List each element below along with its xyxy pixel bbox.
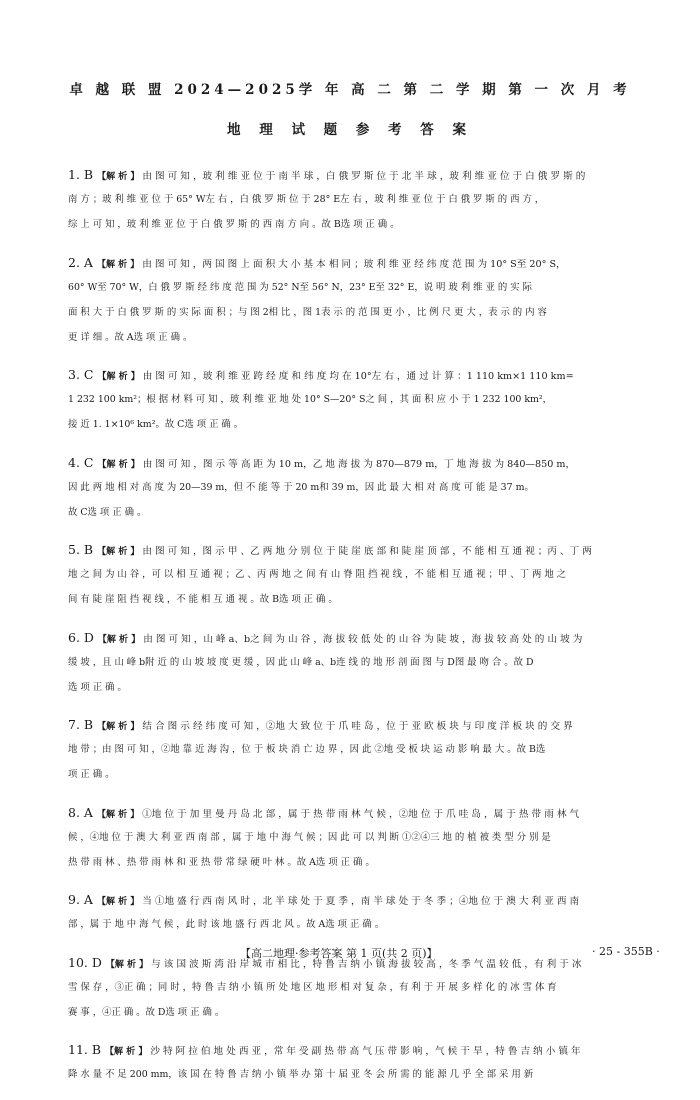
- answer-line: [68, 650, 666, 675]
- answer-text: 间 有 陡 崖 阻 挡 视 线 ，不 能 相 互 通 视 。故 B选 项 正 确 。: [68, 594, 338, 605]
- question-number: 7. B: [68, 717, 94, 732]
- answer-text: 热 带 雨 林 、热 带 雨 林 和 亚 热 带 常 绿 硬 叶 林 。故 A选 项 正 确 。: [68, 856, 375, 868]
- answer-text: 结 合 图 示 经 纬 度 可 知 ，②地 大 致 位 于 爪 哇 岛 ，位 于 亚 欧 板 块 与 印 度 洋 板 块 的 交 界: [142, 721, 573, 732]
- question-number: 4. C: [68, 454, 94, 470]
- answer-text: 更 详 细 。故 A选 项 正 确 。: [68, 331, 193, 343]
- analysis-tag: 【解 析 】: [105, 959, 149, 970]
- question-number: 1. B: [68, 167, 94, 182]
- answer-item: [68, 712, 666, 787]
- answer-line: [68, 887, 666, 912]
- question-number: 6. D: [68, 629, 94, 645]
- answer-line: [68, 212, 666, 237]
- answer-line: [68, 762, 666, 787]
- answer-line: [68, 825, 666, 850]
- answer-text: 候 ，④地 位 于 澳 大 利 亚 西 南 部 ，属 于 地 中 海 气 候 ；因 此 可 以 判 断 ①②④三 地 的 植 被 类 型 分 别 是: [68, 831, 551, 843]
- answer-line: [68, 1062, 666, 1087]
- answer-line: [68, 275, 666, 300]
- analysis-tag: 【解 析 】: [97, 459, 140, 470]
- answer-line: [68, 850, 666, 875]
- answer-line: [68, 500, 666, 525]
- answer-text: 南 方 ；玻 利 维 亚 位 于 65° W左 右 ，白 俄 罗 斯 位 于 28° E左 右 ，玻 利 维 亚 位 于 白 俄 罗 斯 的 西 方 ，: [68, 194, 545, 205]
- analysis-tag: 【解 析 】: [97, 172, 140, 182]
- answer-text: 1 232 100 km²；根 据 材 料 可 知 ，玻 利 维 亚 地 处 10° S—20° S之 间 ，其 面 积 应 小 于 1 232 100 km²，: [68, 394, 553, 405]
- answer-item: [68, 162, 666, 237]
- answer-line: [68, 800, 666, 825]
- answer-item: [68, 362, 666, 437]
- answer-line: [68, 737, 666, 762]
- answer-line: [68, 625, 666, 650]
- answer-text: 由 图 可 知 ，图 示 甲 、乙 两 地 分 别 位 于 陡 崖 底 部 和 陡 崖 顶 部 ，不 能 相 互 通 视 ；丙 、丁 两: [142, 546, 592, 557]
- answer-text: 因 此 两 地 相 对 高 度 为 20—39 m，但 不 能 等 于 20 m和 39 m，因 此 最 大 相 对 高 度 可 能 是 37 m。: [68, 481, 534, 493]
- answer-text: 由 图 可 知 ，玻 利 维 亚 跨 经 度 和 纬 度 均 在 10°左 右 ，通 过 计 算 ：1 110 km×1 110 km=: [142, 371, 574, 382]
- answer-line: [68, 250, 666, 275]
- analysis-tag: 【解 析 】: [97, 722, 140, 732]
- answer-line: [68, 475, 666, 500]
- answer-line: [68, 300, 666, 325]
- question-number: 8. A: [68, 804, 93, 820]
- analysis-tag: 【解 析 】: [96, 897, 140, 907]
- answer-text: ①地 位 于 加 里 曼 丹 岛 北 部 ，属 于 热 带 雨 林 气 候 ，②地 位 于 爪 哇 岛 ，属 于 热 带 雨 林 气: [142, 808, 580, 820]
- analysis-tag: 【解 析 】: [97, 634, 141, 645]
- footer-code: · 25 - 355B ·: [592, 945, 660, 958]
- answer-text: 由 图 可 知 ，玻 利 维 亚 位 于 南 半 球 ，白 俄 罗 斯 位 于 北 半 球 ，玻 利 维 亚 位 于 白 俄 罗 斯 的: [142, 171, 586, 182]
- answer-text: 由 图 可 知 ，图 示 等 高 距 为 10 m，乙 地 海 拔 为 870—879 m，丁 地 海 拔 为 840—850 m，: [142, 458, 576, 470]
- answer-text: 当 ①地 盛 行 西 南 风 时 ，北 半 球 处 于 夏 季 ，南 半 球 处 于 冬 季 ；④地 位 于 澳 大 利 亚 西 南: [142, 896, 580, 907]
- question-number: 9. A: [68, 892, 93, 907]
- answer-text: 由 图 可 知 ，两 国 图 上 面 积 大 小 基 本 相 同 ；玻 利 维 亚 经 纬 度 范 围 为 10° S至 20° S，: [142, 258, 566, 270]
- answer-text: 部 ，属 于 地 中 海 气 候 ，此 时 该 地 盛 行 西 北 风 。故 A选 项 正 确 。: [68, 919, 385, 930]
- answer-line: [68, 712, 666, 737]
- answer-line: [68, 1000, 666, 1025]
- answer-text: 选 项 正 确 。: [68, 681, 127, 693]
- question-number: 5. B: [68, 542, 94, 557]
- page-header: 卓 越 联 盟 2024—2025学 年 高 二 第 二 学 期 第 一 次 月 考: [69, 82, 631, 98]
- answer-line: [68, 387, 666, 412]
- answer-line: [68, 975, 666, 1000]
- answer-line: [68, 362, 666, 387]
- answer-text: 地 之 间 为 山 谷 ，可 以 相 互 通 视 ；乙 、丙 两 地 之 间 有 山 脊 阻 挡 视 线 ，不 能 相 互 通 视 ；甲 、丁 两 地 之: [68, 569, 567, 580]
- answer-line: [68, 587, 666, 612]
- analysis-tag: 【解 析 】: [105, 1047, 148, 1057]
- answer-line: [68, 1037, 666, 1062]
- answer-item: [68, 450, 666, 525]
- answer-text: 由 图 可 知 ，山 峰 a、b之 间 为 山 谷 ，海 拔 较 低 处 的 山 谷 为 陡 坡 ，海 拔 较 高 处 的 山 坡 为: [143, 633, 583, 645]
- answer-text: 雪 保 存 ，③正 确 ；同 时 ，特 鲁 吉 纳 小 镇 所 处 地 区 地 形 相 对 复 杂 ，有 利 于 开 展 多 样 化 的 冰 雪 体 育: [68, 981, 557, 993]
- answer-text: 缓 坡 ，且 山 峰 b附 近 的 山 坡 坡 度 更 缓 ，因 此 山 峰 a、b连 线 的 地 形 剖 面 图 与 D图 最 吻 合 。故 D: [68, 656, 534, 668]
- answer-item: [68, 800, 666, 875]
- answer-text: 沙 特 阿 拉 伯 地 处 西 亚 ，常 年 受 副 热 带 高 气 压 带 影 响 ，气 候 干 旱 ，特 鲁 吉 纳 小 镇 年: [150, 1046, 581, 1057]
- analysis-tag: 【解 析 】: [97, 372, 140, 382]
- answer-text: 60° W至 70° W，白 俄 罗 斯 经 纬 度 范 围 为 52° N至 56° N，23° E至 32° E，说 明 玻 利 维 亚 的 实 际: [68, 281, 532, 293]
- answer-text: 项 正 确 。: [68, 769, 115, 780]
- answer-text: 赛 事 ，④正 确 。故 D选 项 正 确 。: [68, 1006, 225, 1018]
- answer-line: [68, 187, 666, 212]
- answer-text: 面 积 大 于 白 俄 罗 斯 的 实 际 面 积 ；与 图 2相 比 ，图 1表 示 的 范 围 更 小 ，比 例 尺 更 大 ，表 示 的 内 容: [68, 306, 547, 318]
- answer-text: 降 水 量 不 足 200 mm，该 国 在 特 鲁 吉 纳 小 镇 举 办 第 十 届 亚 冬 会 所 需 的 能 源 几 乎 全 部 采 用 新: [68, 1069, 534, 1080]
- question-number: 10. D: [68, 954, 102, 970]
- answer-text: 综 上 可 知 ，玻 利 维 亚 位 于 白 俄 罗 斯 的 西 南 方 向 。故 B选 项 正 确 。: [68, 219, 400, 230]
- answer-item: [68, 1037, 666, 1087]
- answer-line: [68, 675, 666, 700]
- answer-text: 与 该 国 波 斯 湾 沿 岸 城 市 相 比 ，特 鲁 吉 纳 小 镇 海 拔 较 高 ，冬 季 气 温 较 低 ，有 利 于 冰: [151, 958, 582, 970]
- footer-page-info: 【高二地理·参考答案 第 1 页(共 2 页)】: [240, 947, 438, 960]
- answer-item: [68, 537, 666, 612]
- page-title: 地 理 试 题 参 考 答 案: [227, 122, 473, 138]
- answer-item: [68, 887, 666, 937]
- analysis-tag: 【解 析 】: [96, 259, 140, 270]
- answer-line: [68, 562, 666, 587]
- question-number: 11. B: [68, 1042, 102, 1057]
- answer-text: 地 带 ；由 图 可 知 ，②地 靠 近 海 沟 ，位 于 板 块 消 亡 边 界 ，因 此 ②地 受 板 块 运 动 影 响 最 大 。故 B选: [68, 744, 546, 755]
- answer-text: 接 近 1. 1×10⁶ km²。故 C选 项 正 确 。: [68, 419, 244, 430]
- answer-line: [68, 412, 666, 437]
- question-number: 2. A: [68, 254, 93, 270]
- question-number: 3. C: [68, 367, 94, 382]
- answer-item: [68, 625, 666, 700]
- analysis-tag: 【解 析 】: [96, 809, 140, 820]
- answer-line: [68, 450, 666, 475]
- answer-text: 故 C选 项 正 确 。: [68, 506, 147, 518]
- answer-line: [68, 162, 666, 187]
- answer-item: [68, 250, 666, 350]
- answer-line: [68, 912, 666, 937]
- answer-line: [68, 325, 666, 350]
- answer-line: [68, 537, 666, 562]
- analysis-tag: 【解 析 】: [97, 547, 140, 557]
